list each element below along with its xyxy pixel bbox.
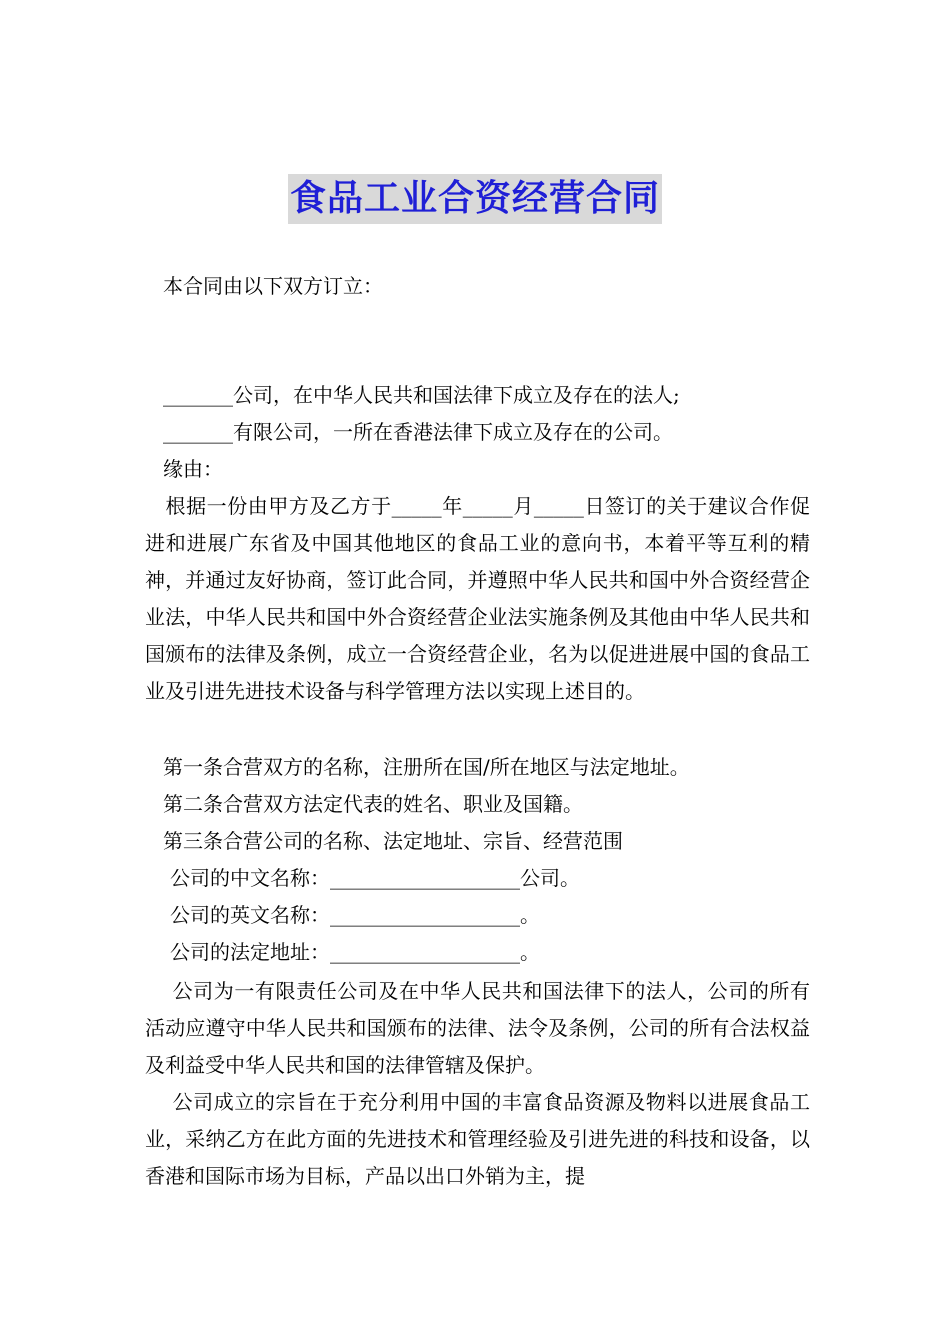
article-3: 第三条合营公司的名称、法定地址、宗旨、经营范围 xyxy=(163,829,623,853)
article-2: 第二条合营双方法定代表的姓名、职业及国籍。 xyxy=(163,792,583,816)
document-title: 食品工业合资经营合同 xyxy=(288,174,662,224)
company-address-line: 公司的法定地址：___________________。 xyxy=(170,940,540,964)
company-status-paragraph xyxy=(145,973,810,1084)
company-status-text: 公司为一有限责任公司及在中华人民共和国法律下的法人，公司的所有活动应遵守中华人民共和国颁布的法律、法令及条例，公司的所有合法权益及利益受中华人民共和国的法律管辖及保护。 xyxy=(145,979,810,1077)
company-cn-name-line: 公司的中文名称：___________________公司。 xyxy=(170,866,580,890)
reason-label: 缘由： xyxy=(163,457,223,481)
company-purpose-paragraph xyxy=(145,1084,810,1195)
party-a-line: _______公司，在中华人民共和国法律下成立及存在的法人; xyxy=(163,383,680,407)
title-container xyxy=(0,174,950,224)
article-1: 第一条合营双方的名称，注册所在国/所在地区与法定地址。 xyxy=(163,755,690,779)
company-purpose-text: 公司成立的宗旨在于充分利用中国的丰富食品资源及物料以进展食品工业，采纳乙方在此方面的先进技术和管理经验及引进先进的科技和设备，以香港和国际市场为目标，产品以出口外销为主，提 xyxy=(145,1090,810,1188)
intro-line: 本合同由以下双方订立： xyxy=(163,274,383,298)
party-b-line: _______有限公司，一所在香港法律下成立及存在的公司。 xyxy=(163,420,673,444)
reason-paragraph-text: 根据一份由甲方及乙方于_____年_____月_____日签订的关于建议合作促进和进展广东省及中国其他地区的食品工业的意向书，本着平等互利的精神，并通过友好协商，签订此合同，并遵照中华人民共和国中外合资经营企业法，中华人民共和国中外合资经营企业法实施条例及其他由中华人民共和国颁布的法律及条例，成立一合资经营企业，名为以促进进展中国的食品工业及引进先进技术设备与科学管理方法以实现上述目的。 xyxy=(145,494,810,703)
company-en-name-line: 公司的英文名称：___________________。 xyxy=(170,903,540,927)
reason-paragraph xyxy=(145,488,810,710)
